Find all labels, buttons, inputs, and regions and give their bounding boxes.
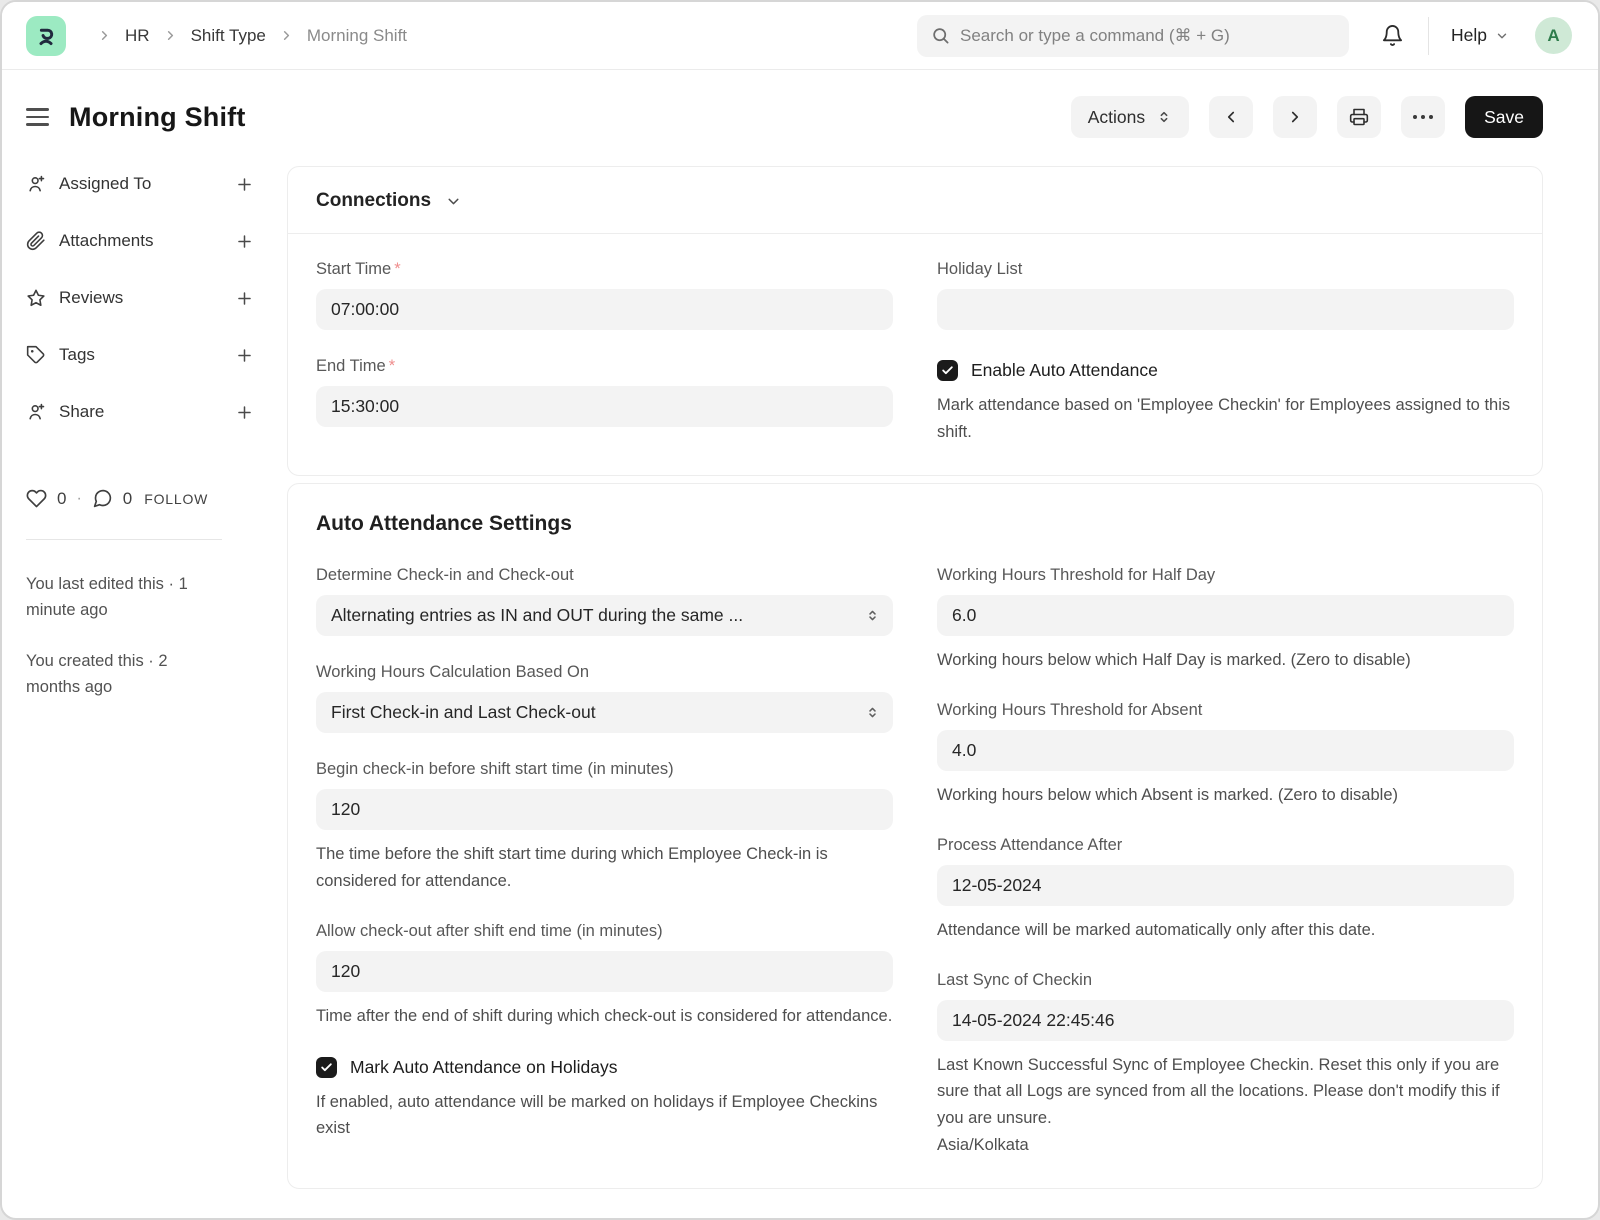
begin-checkin-field xyxy=(316,760,893,894)
caret-up-down-icon xyxy=(1156,109,1172,125)
working-hours-calc-field xyxy=(316,663,893,733)
sidebar-item-label: Reviews xyxy=(59,288,124,307)
mark-auto-holidays-field xyxy=(316,1057,893,1142)
absent-threshold-label: Working Hours Threshold for Absent xyxy=(937,701,1203,720)
holiday-list-label: Holiday List xyxy=(937,260,1023,278)
follow-row xyxy=(26,488,254,509)
checkbox-checked-icon xyxy=(937,360,958,381)
begin-checkin-description: The time before the shift start time during which Employee Check-in is considered for attendance. xyxy=(316,845,828,891)
caret-up-down-icon xyxy=(865,705,880,720)
process-attendance-after-input[interactable] xyxy=(937,865,1514,906)
working-hours-calc-select[interactable] xyxy=(316,692,893,733)
allow-checkout-field xyxy=(316,922,893,1030)
enable-auto-attendance-checkbox[interactable] xyxy=(937,360,1514,381)
created-text: You created this · 2 months ago xyxy=(26,652,168,696)
page-header xyxy=(26,70,1543,166)
printer-icon xyxy=(1349,107,1369,127)
last-sync-input[interactable] xyxy=(937,1000,1514,1041)
connections-title: Connections xyxy=(316,190,432,211)
chevron-left-icon xyxy=(1222,108,1240,126)
save-button[interactable]: Save xyxy=(1465,96,1543,138)
plus-icon[interactable] xyxy=(235,175,254,194)
ellipsis-icon xyxy=(1413,115,1433,119)
heart-icon[interactable] xyxy=(26,488,47,509)
enable-auto-attendance-description: Mark attendance based on 'Employee Checkin' for Employees assigned to this shift. xyxy=(937,396,1511,441)
last-edited-text: You last edited this · 1 minute ago xyxy=(26,575,188,619)
working-hours-calc-label: Working Hours Calculation Based On xyxy=(316,663,589,682)
avatar[interactable] xyxy=(1535,17,1572,54)
plus-icon[interactable] xyxy=(235,346,254,365)
print-button[interactable] xyxy=(1337,96,1381,138)
allow-checkout-description: Time after the end of shift during which check-out is considered for attendance. xyxy=(316,1006,893,1025)
sidebar-item-label: Attachments xyxy=(59,231,154,250)
determine-checkin-select[interactable] xyxy=(316,595,893,636)
sidebar-item-assigned-to[interactable] xyxy=(26,174,254,194)
absent-threshold-input[interactable] xyxy=(937,730,1514,771)
last-sync-timezone: Asia/Kolkata xyxy=(937,1135,1029,1154)
page-title: Morning Shift xyxy=(69,101,246,132)
start-time-field xyxy=(316,260,893,330)
bell-icon xyxy=(1381,24,1404,47)
search-icon xyxy=(931,26,950,45)
assign-user-icon xyxy=(26,174,46,194)
breadcrumb-item-hr[interactable]: HR xyxy=(125,25,150,45)
app-logo[interactable] xyxy=(26,16,66,56)
process-attendance-after-field xyxy=(937,836,1514,944)
sidebar-item-share[interactable] xyxy=(26,402,254,422)
required-marker: * xyxy=(388,357,396,375)
holiday-list-input[interactable] xyxy=(937,289,1514,330)
share-user-icon xyxy=(26,402,46,422)
help-menu-label: Help xyxy=(1451,25,1487,45)
sidebar-item-tags[interactable] xyxy=(26,345,254,365)
likes-count: 0 xyxy=(57,488,67,508)
help-menu[interactable] xyxy=(1451,25,1509,46)
page-body xyxy=(2,70,1598,1189)
header-actions xyxy=(1071,96,1543,138)
navbar-right xyxy=(917,15,1572,57)
chevron-right-icon xyxy=(163,28,178,43)
working-hours-calc-value: First Check-in and Last Check-out xyxy=(331,702,596,723)
navbar-divider xyxy=(1428,17,1429,55)
tag-icon xyxy=(26,345,46,365)
determine-checkin-value: Alternating entries as IN and OUT during the same ... xyxy=(331,605,744,626)
absent-threshold-description: Working hours below which Absent is marked. (Zero to disable) xyxy=(937,786,1398,805)
start-time-input[interactable] xyxy=(316,289,893,330)
mark-auto-holidays-checkbox[interactable] xyxy=(316,1057,893,1078)
breadcrumb xyxy=(84,26,407,46)
breadcrumb-item-shift-type[interactable]: Shift Type xyxy=(190,25,266,45)
follow-button[interactable]: FOLLOW xyxy=(144,490,209,507)
mark-auto-holidays-description: If enabled, auto attendance will be marked on holidays if Employee Checkins exist xyxy=(316,1092,878,1138)
actions-button[interactable] xyxy=(1071,96,1189,138)
star-icon xyxy=(26,288,46,308)
half-day-threshold-input[interactable] xyxy=(937,595,1514,636)
plus-icon[interactable] xyxy=(235,289,254,308)
avatar-initial: A xyxy=(1547,25,1560,45)
sidebar-item-label: Share xyxy=(59,402,105,421)
sidebar-item-attachments[interactable] xyxy=(26,231,254,251)
process-attendance-after-label: Process Attendance After xyxy=(937,835,1123,854)
allow-checkout-input[interactable] xyxy=(316,951,893,992)
auto-attendance-card xyxy=(287,483,1543,1189)
connections-header[interactable] xyxy=(288,167,1542,234)
enable-auto-attendance-label: Enable Auto Attendance xyxy=(971,360,1158,380)
determine-checkin-label: Determine Check-in and Check-out xyxy=(316,566,574,585)
end-time-field xyxy=(316,357,893,427)
plus-icon[interactable] xyxy=(235,403,254,422)
mark-auto-holidays-label: Mark Auto Attendance on Holidays xyxy=(350,1056,618,1077)
sidebar-divider xyxy=(26,539,222,540)
sidebar-item-reviews[interactable] xyxy=(26,288,254,308)
paperclip-icon xyxy=(26,231,46,251)
required-marker: * xyxy=(394,260,401,278)
frappe-hr-logo-icon xyxy=(34,24,58,48)
form-column-right xyxy=(937,566,1514,1158)
chevron-right-icon xyxy=(279,28,294,43)
allow-checkout-label: Allow check-out after shift end time (in minutes) xyxy=(316,921,663,940)
checkbox-checked-icon xyxy=(316,1057,337,1078)
more-options-button[interactable] xyxy=(1401,96,1445,138)
last-sync-description: Last Known Successful Sync of Employee Checkin. Reset this only if you are sure that all Logs are synced from all the locations. Please don't modify this if you are unsure. xyxy=(937,1055,1500,1128)
form-main xyxy=(287,166,1543,1189)
half-day-threshold-label: Working Hours Threshold for Half Day xyxy=(937,566,1216,585)
auto-attendance-section-title: Auto Attendance Settings xyxy=(316,512,572,536)
connections-card xyxy=(287,166,1543,476)
chevron-right-icon xyxy=(97,28,112,43)
chevron-down-icon xyxy=(1495,29,1509,43)
chevron-down-icon xyxy=(445,193,462,210)
breadcrumb-item-current: Morning Shift xyxy=(306,25,408,45)
form-column-right xyxy=(937,260,1514,445)
start-time-label: Start Time * xyxy=(316,260,401,278)
chevron-right-icon xyxy=(1286,108,1304,126)
search-input[interactable] xyxy=(960,26,1335,46)
begin-checkin-label: Begin check-in before shift start time (in minutes) xyxy=(316,760,674,779)
determine-checkin-field xyxy=(316,566,893,636)
begin-checkin-input[interactable] xyxy=(316,789,893,830)
caret-up-down-icon xyxy=(865,608,880,623)
last-sync-field xyxy=(937,971,1514,1159)
process-attendance-after-description: Attendance will be marked automatically only after this date. xyxy=(937,920,1376,939)
form-column-left xyxy=(316,566,893,1158)
form-sidebar xyxy=(26,166,254,726)
next-record-button[interactable] xyxy=(1273,96,1317,138)
half-day-threshold-field xyxy=(937,566,1514,674)
end-time-input[interactable] xyxy=(316,386,893,427)
comments-count: 0 xyxy=(122,488,133,508)
notifications-button[interactable] xyxy=(1381,24,1404,47)
global-search[interactable] xyxy=(917,15,1349,57)
absent-threshold-field xyxy=(937,701,1514,809)
actions-button-label: Actions xyxy=(1087,106,1146,127)
navbar xyxy=(2,2,1598,70)
separator-dot: · xyxy=(76,489,82,507)
end-time-label: End Time * xyxy=(316,357,396,375)
half-day-threshold-description: Working hours below which Half Day is marked. (Zero to disable) xyxy=(937,651,1411,670)
comment-icon[interactable] xyxy=(92,488,113,509)
sidebar-item-label: Assigned To xyxy=(59,174,152,193)
sidebar-item-label: Tags xyxy=(59,345,95,364)
sidebar-toggle-icon[interactable] xyxy=(26,104,52,130)
holiday-list-field xyxy=(937,260,1514,330)
previous-record-button[interactable] xyxy=(1209,96,1253,138)
last-sync-label: Last Sync of Checkin xyxy=(937,970,1092,989)
form-column-left xyxy=(316,260,893,445)
plus-icon[interactable] xyxy=(235,232,254,251)
